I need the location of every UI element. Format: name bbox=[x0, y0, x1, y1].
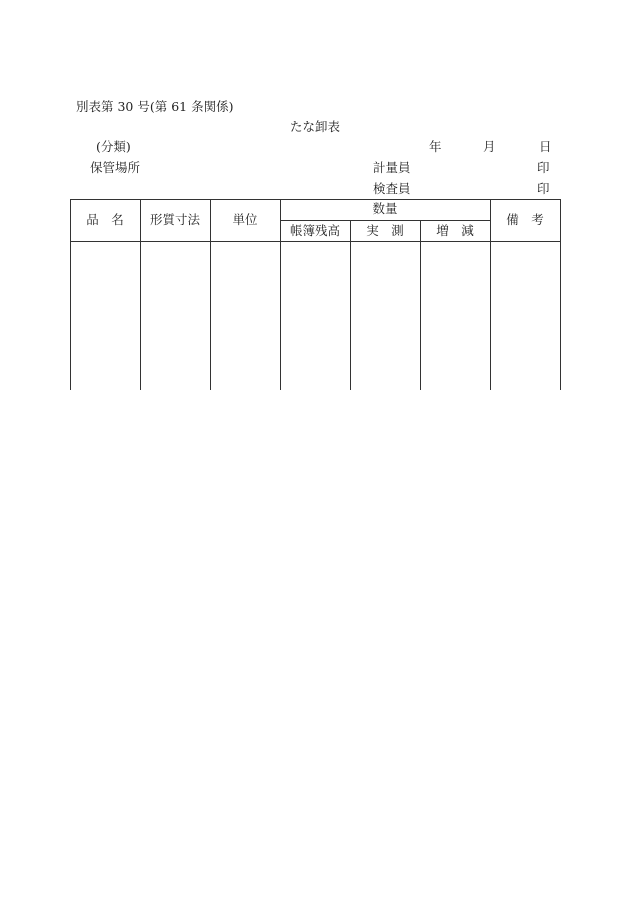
quantity-subheader-divider bbox=[280, 220, 491, 221]
form-reference: 別表第 30 号(第 61 条関係) bbox=[76, 99, 234, 114]
table-right-border bbox=[560, 199, 561, 390]
inspector-label: 検査員 bbox=[373, 181, 411, 196]
date-year-label: 年 bbox=[429, 139, 442, 154]
category-label: (分類) bbox=[96, 139, 131, 154]
column-divider bbox=[420, 220, 421, 390]
column-header-quantity: 数量 bbox=[372, 201, 398, 216]
column-divider bbox=[210, 199, 211, 390]
column-header-book-balance: 帳簿残高 bbox=[289, 223, 340, 238]
table-top-border bbox=[70, 199, 561, 200]
measurer-seal-label: 印 bbox=[537, 160, 550, 175]
inspector-seal-label: 印 bbox=[537, 181, 550, 196]
column-divider bbox=[490, 199, 491, 390]
document-title: たな卸表 bbox=[289, 119, 340, 134]
header-bottom-border bbox=[70, 241, 561, 242]
date-month-label: 月 bbox=[483, 139, 496, 154]
storage-location-label: 保管場所 bbox=[90, 160, 141, 175]
column-header-item-name: 品 名 bbox=[86, 212, 124, 227]
column-divider bbox=[140, 199, 141, 390]
column-header-remarks: 備 考 bbox=[506, 212, 544, 227]
column-header-change: 増 減 bbox=[436, 223, 474, 238]
column-header-quality-size: 形質寸法 bbox=[149, 212, 200, 227]
table-left-border bbox=[70, 199, 71, 390]
column-header-actual: 実 測 bbox=[366, 223, 404, 238]
column-header-unit: 単位 bbox=[232, 212, 258, 227]
measurer-label: 計量員 bbox=[373, 160, 411, 175]
date-day-label: 日 bbox=[539, 139, 552, 154]
column-divider bbox=[350, 220, 351, 390]
